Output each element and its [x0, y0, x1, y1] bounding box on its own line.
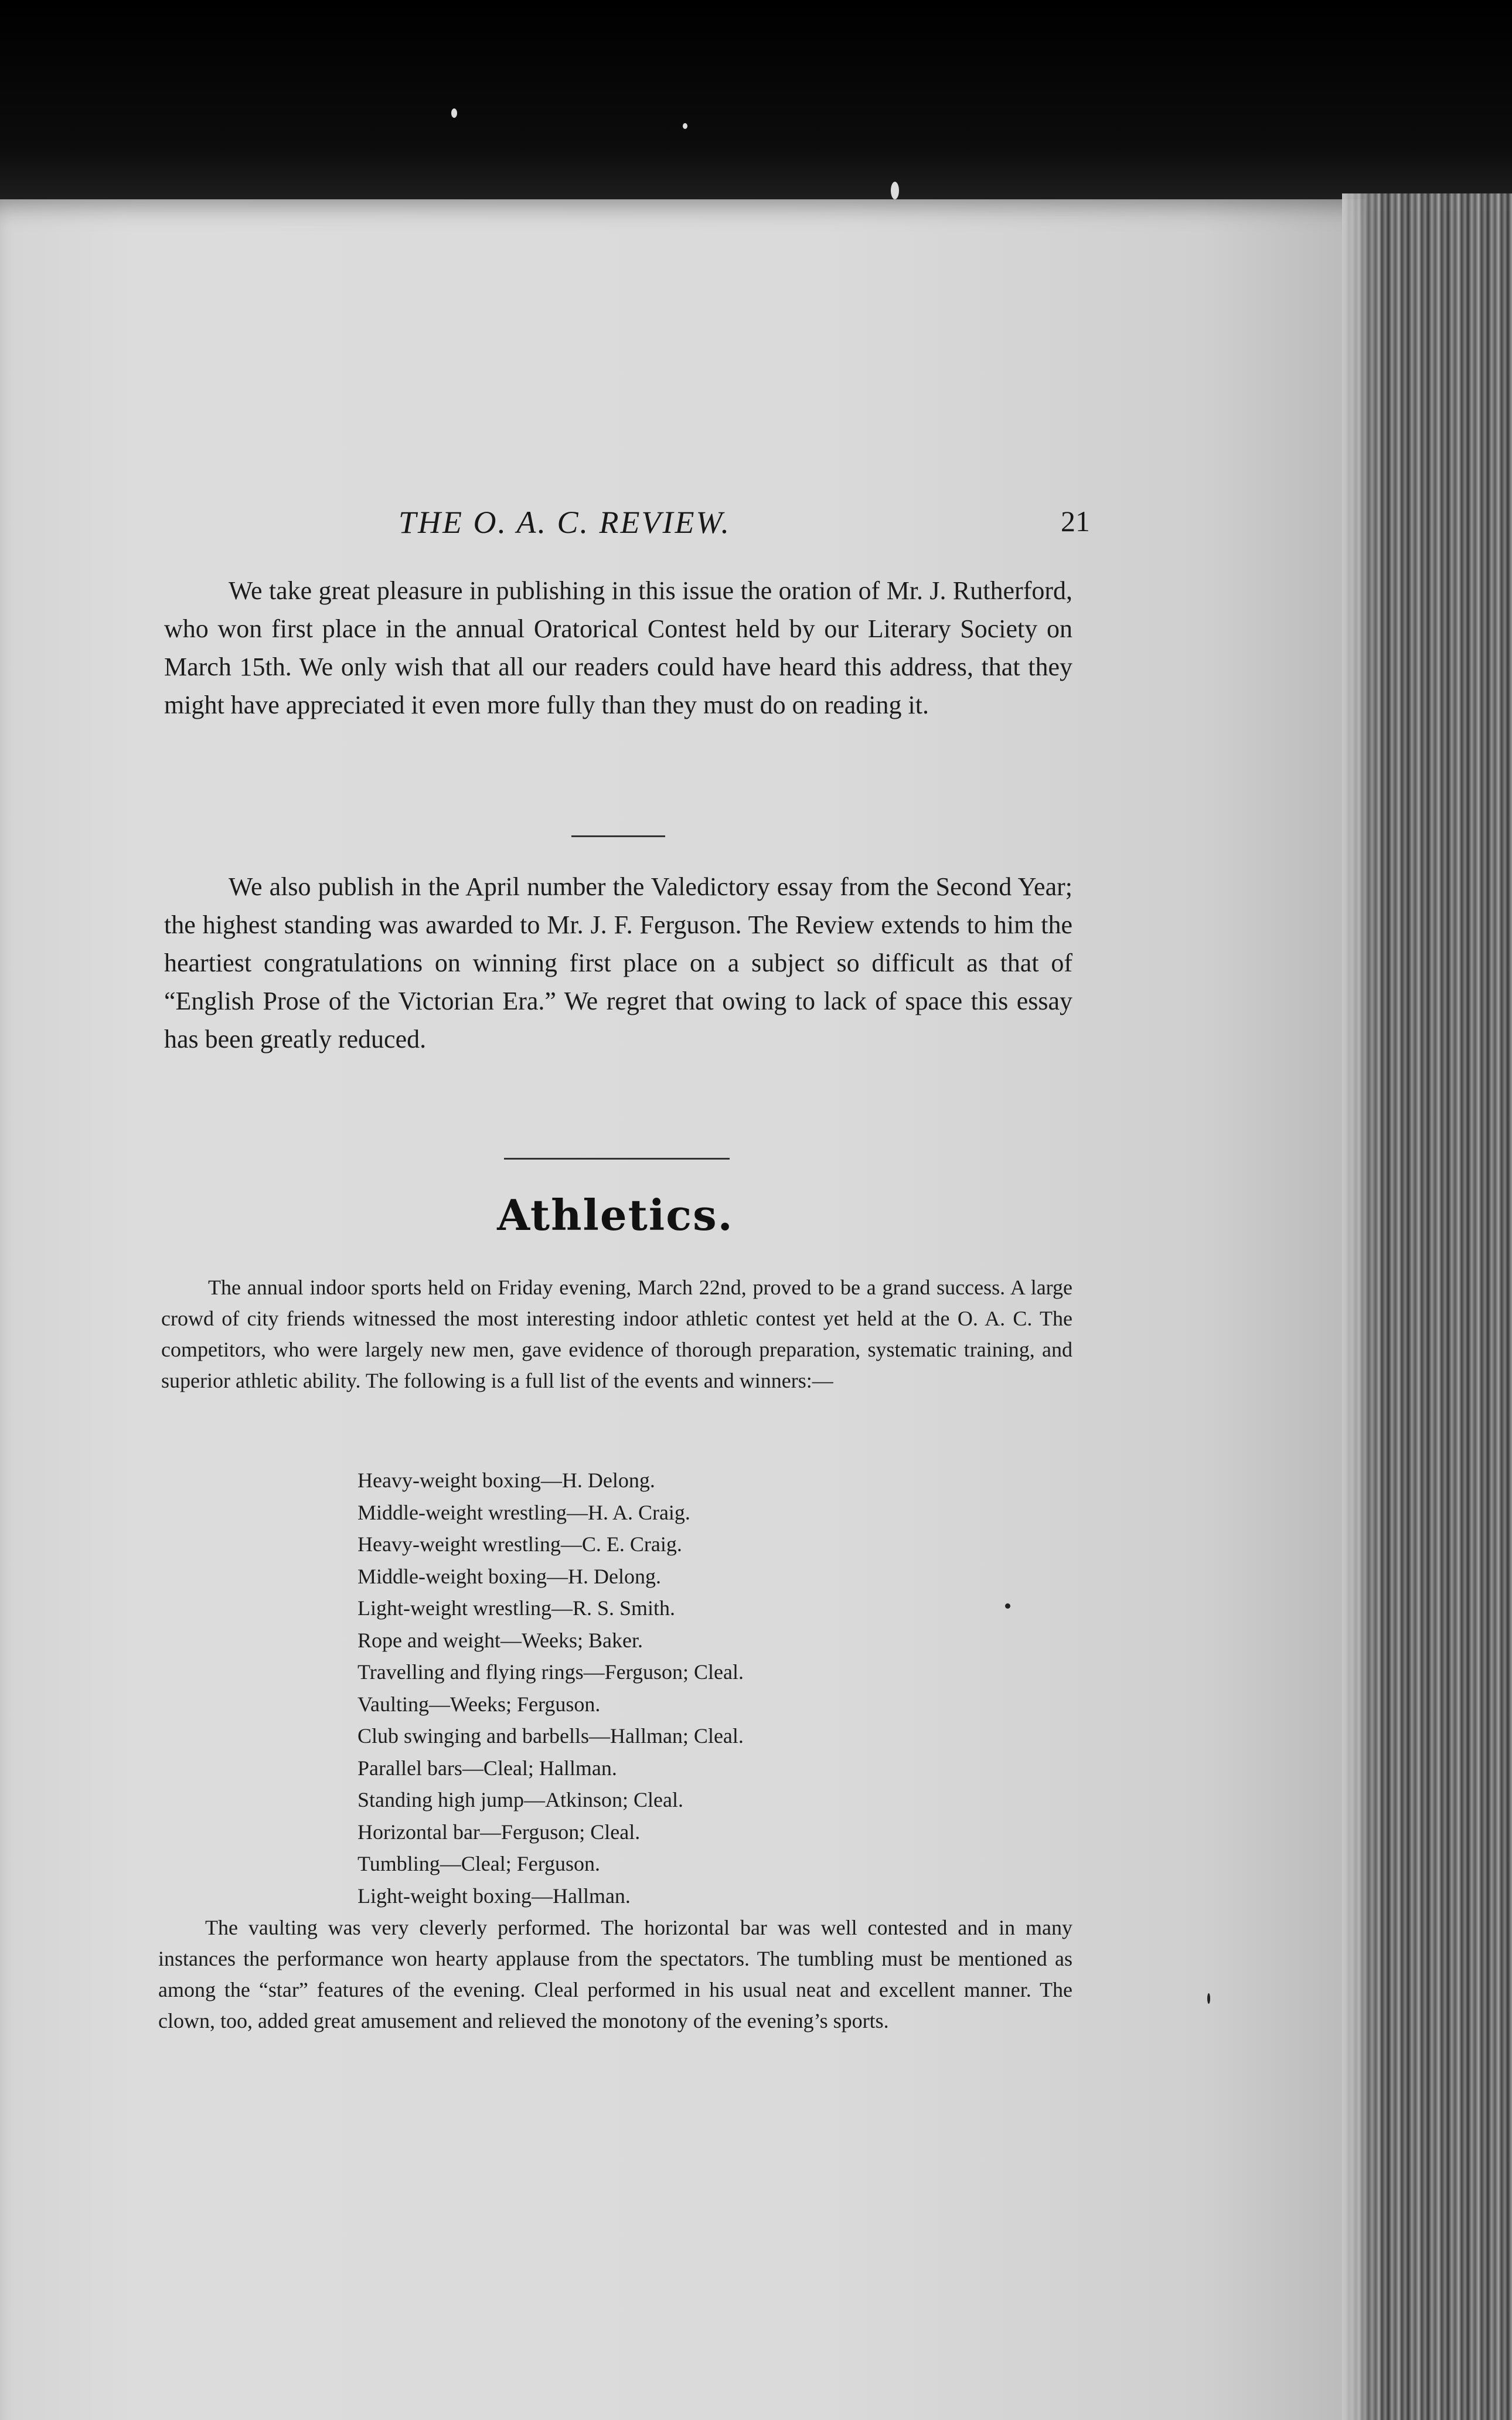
list-item: Light-weight boxing—Hallman. — [357, 1884, 631, 1908]
list-item: Middle-weight boxing—H. Delong. — [357, 1564, 661, 1588]
section-heading: Athletics. — [497, 1190, 734, 1240]
winners-list — [357, 1464, 1119, 1912]
dust-speck — [451, 108, 457, 118]
editorial-paragraph: We also publish in the April number the Valedictory essay from the Second Year; the highest standing was awarded to Mr. J. F. Ferguson. The Review extends to him the heartiest congratulations on winning first place on a subject so difficult as that of “English Prose of the Victorian Era.” We regret that owing to lack of space this essay has been greatly reduced. — [164, 872, 1072, 1053]
list-item: Vaulting—Weeks; Ferguson. — [357, 1692, 601, 1716]
scan-background-top — [0, 0, 1512, 211]
list-item: Rope and weight—Weeks; Baker. — [357, 1628, 643, 1652]
list-item: Heavy-weight boxing—H. Delong. — [357, 1469, 655, 1492]
list-item: Standing high jump—Atkinson; Cleal. — [357, 1788, 683, 1811]
section-divider — [571, 835, 665, 837]
list-item: Parallel bars—Cleal; Hallman. — [357, 1756, 617, 1780]
dust-speck — [891, 182, 899, 199]
editorial-paragraph: We take great pleasure in publishing in this issue the oration of Mr. J. Rutherford, who won first place in the annual Oratorical Contest held by our Literary Society on March 15th. We only wish that all our readers could have heard this address, that they might have appreciated it even more fully than they must do on reading it. — [164, 576, 1072, 719]
list-item: Horizontal bar—Ferguson; Cleal. — [357, 1820, 641, 1844]
ink-speck — [1207, 1993, 1210, 2004]
list-item: Heavy-weight wrestling—C. E. Craig. — [357, 1532, 682, 1556]
athletics-closing-paragraph: The vaulting was very cleverly performed. The horizontal bar was well contested and in many instances the performance won hearty applause from the spectators. The tumbling must be mentioned as among the “star” features of the evening. Cleal performed in his usual neat and excellent manner. The clown, too, added great amusement and relieved the monotony of the evening’s sports. — [158, 1916, 1072, 2032]
journal-title: THE O. A. C. REVIEW. — [399, 505, 731, 540]
running-head — [399, 504, 1090, 551]
page-edges — [1342, 193, 1512, 2420]
section-divider — [504, 1158, 730, 1160]
list-item: Middle-weight wrestling—H. A. Craig. — [357, 1500, 690, 1524]
list-item: Light-weight wrestling—R. S. Smith. — [357, 1596, 676, 1620]
list-item: Club swinging and barbells—Hallman; Cleal. — [357, 1724, 744, 1748]
list-item: Travelling and flying rings—Ferguson; Cleal. — [357, 1660, 744, 1684]
dust-speck — [683, 123, 687, 129]
athletics-intro-paragraph: The annual indoor sports held on Friday evening, March 22nd, proved to be a grand success. A large crowd of city friends witnessed the most interesting indoor athletic contest yet held at the O. A. C. The competitors, who were largely new men, gave evidence of thorough preparation, systematic training, and superior athletic ability. The following is a full list of the events and winners:— — [161, 1276, 1072, 1392]
list-item: Tumbling—Cleal; Ferguson. — [357, 1852, 601, 1875]
page-number: 21 — [1061, 505, 1090, 538]
